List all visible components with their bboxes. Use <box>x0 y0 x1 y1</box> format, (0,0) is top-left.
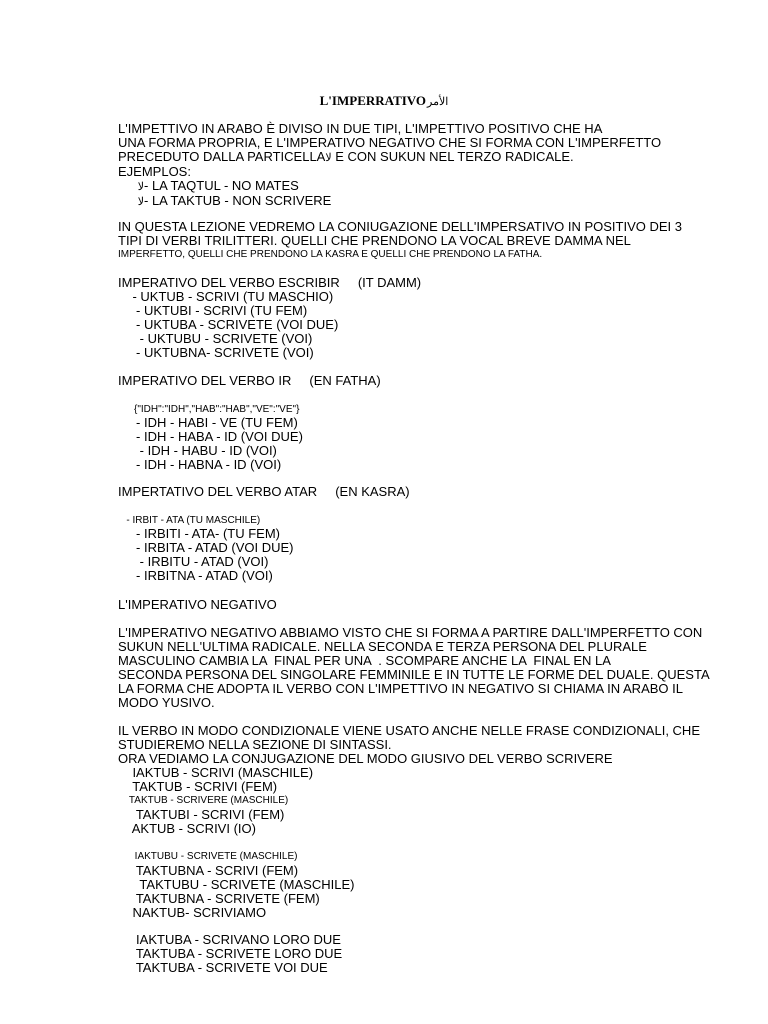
section-fatha <box>118 374 718 472</box>
conjugation-line: - IRBITNA - ATAD (VOI) <box>118 568 273 583</box>
conjugation-line: NAKTUB- SCRIVIAMO <box>118 905 267 920</box>
lesson-paragraph <box>118 220 718 261</box>
intro-line <box>118 150 718 165</box>
conjugation-line: - UKTUBU - SCRIVETE (VOI) <box>118 331 313 346</box>
jussive-group-3 <box>118 933 718 975</box>
paragraph-line: MODO YUSIVO. <box>118 695 215 710</box>
negative-heading-block <box>118 598 718 612</box>
conjugation-line: - IRBITI - ATA- (TU FEM) <box>118 526 281 541</box>
example-item <box>118 194 718 209</box>
conjugation-line: IAKTUB - SCRIVI (MASCHILE) <box>118 765 314 780</box>
conjugation-line: - UKTUB - SCRIVI (TU MASCHIO) <box>118 289 334 304</box>
lesson-line: IMPERFETTO, QUELLI CHE PRENDONO LA KASRA E QUELLI CHE PRENDONO LA FATHA. <box>118 249 543 260</box>
conjugation-line: IAKTUBA - SCRIVANO LORO DUE <box>118 932 341 947</box>
example-item <box>118 179 718 194</box>
example-text: - LA TAKTUB - NON SCRIVERE <box>144 193 332 208</box>
conjugation-line: AKTUB - SCRIVI (IO) <box>118 821 256 836</box>
intro-line-part: PRECEDUTO DALLA PARTICELLA <box>118 149 326 164</box>
page-title <box>0 93 768 109</box>
example-arabic: لا <box>137 196 144 208</box>
conjugation-line: TAKTUB - SCRIVERE (MASCHILE) <box>118 795 289 806</box>
section-heading: IMPERATIVO DEL VERBO ESCRIBIR (IT DAMM) <box>118 275 422 290</box>
intro-paragraph <box>118 122 718 209</box>
paragraph-line: IL VERBO IN MODO CONDIZIONALE VIENE USATO ANCHE NELLE FRASE CONDIZIONALI, CHE <box>118 723 700 738</box>
conjugation-line: - IDH - HABA - ID (VOI DUE) <box>118 429 303 444</box>
example-text: - LA TAQTUL - NO MATES <box>144 178 299 193</box>
conjugation-line: - IDH - HABI - VE (TU FEM) <box>118 415 298 430</box>
conjugation-line: - UKTUBI - SCRIVI (TU FEM) <box>118 303 308 318</box>
conjugation-line: TAKTUBA - SCRIVETE VOI DUE <box>118 960 328 975</box>
paragraph-line: L'IMPERATIVO NEGATIVO ABBIAMO VISTO CHE SI FORMA A PARTIRE DALL'IMPERFETTO CON <box>118 625 703 640</box>
intro-line: EJEMPLOS: <box>118 164 191 179</box>
paragraph-line: SUKUN NELL'ULTIMA RADICALE. NELLA SECONDA E TERZA PERSONA DEL PLURALE <box>118 639 647 654</box>
section-heading: L'IMPERATIVO NEGATIVO <box>118 597 277 612</box>
paragraph-line: SECONDA PERSONA DEL SINGOLARE FEMMINILE E IN TUTTE LE FORME DEL DUALE. QUESTA <box>118 667 710 682</box>
negative-paragraph <box>118 626 718 710</box>
conjugation-line: - IRBIT - ATA (TU MASCHILE) <box>118 515 261 526</box>
conjugation-line: TAKTUBNA - SCRIVI (FEM) <box>118 863 299 878</box>
conjugation-line: TAKTUBA - SCRIVETE LORO DUE <box>118 946 343 961</box>
jussive-group-2 <box>118 850 718 920</box>
conjugation-line: - UKTUBNA- SCRIVETE (VOI) <box>118 345 314 360</box>
jussive-group-1 <box>118 766 718 836</box>
paragraph-line: MASCULINO CAMBIA LA FINAL PER UNA . SCOMPARE ANCHE LA FINAL EN LA <box>118 653 611 668</box>
paragraph-line: LA FORMA CHE ADOPTA IL VERBO CON L'IMPETTIVO IN NEGATIVO SI CHIAMA IN ARABO IL <box>118 681 683 696</box>
example-arabic: لا <box>137 181 144 193</box>
intro-line: UNA FORMA PROPRIA, E L'IMPERATIVO NEGATIVO CHE SI FORMA CON L'IMPERFETTO <box>118 135 662 150</box>
title-arabic: الأمر <box>427 96 449 108</box>
conjugation-line: TAKTUBU - SCRIVETE (MASCHILE) <box>118 877 355 892</box>
intro-line: L'IMPETTIVO IN ARABO È DIVISO IN DUE TIPI, L'IMPETTIVO POSITIVO CHE HA <box>118 121 603 136</box>
conjugation-line: TAKTUB - SCRIVI (FEM) <box>118 779 278 794</box>
conjugation-line: TAKTUBI - SCRIVI (FEM) <box>118 807 285 822</box>
conjugation-line: - IRBITA - ATAD (VOI DUE) <box>118 540 294 555</box>
title-text: L'IMPERRATIVO <box>319 93 427 108</box>
lesson-line: IN QUESTA LEZIONE VEDREMO LA CONIUGAZIONE DELL'IMPERSATIVO IN POSITIVO DEI 3 <box>118 219 683 234</box>
conjugation-line: - IDH - HABNA - ID (VOI) <box>118 457 282 472</box>
conjugation-line: - IDH - HABU - ID (VOI) <box>118 443 277 458</box>
section-heading: IMPERATIVO DEL VERBO IR (EN FATHA) <box>118 373 381 388</box>
conjugation-line: - UKTUBA - SCRIVETE (VOI DUE) <box>118 317 339 332</box>
particle-arabic: لا <box>325 152 332 164</box>
paragraph-line: STUDIEREMO NELLA SEZIONE DI SINTASSI. <box>118 737 392 752</box>
section-heading: IMPERTATIVO DEL VERBO ATAR (EN KASRA) <box>118 484 410 499</box>
paragraph-line: ORA VEDIAMO LA CONJUGAZIONE DEL MODO GIUSIVO DEL VERBO SCRIVERE <box>118 751 613 766</box>
conjugation-line: IAKTUBU - SCRIVETE (MASCHILE) <box>118 851 298 862</box>
conjugation-line: TAKTUBNA - SCRIVETE (FEM) <box>118 891 320 906</box>
section-kasra <box>118 485 718 583</box>
conjugation-line: - IRBITU - ATAD (VOI) <box>118 554 269 569</box>
intro-line-part: E CON SUKUN NEL TERZO RADICALE. <box>331 149 574 164</box>
lesson-line: TIPI DI VERBI TRILITTERI. QUELLI CHE PRENDONO LA VOCAL BREVE DAMMA NEL <box>118 233 631 248</box>
section-damma <box>118 276 718 360</box>
json-line: {"IDH":"IDH","HAB":"HAB","VE":"VE"} <box>134 404 300 415</box>
conditional-paragraph <box>118 724 718 766</box>
